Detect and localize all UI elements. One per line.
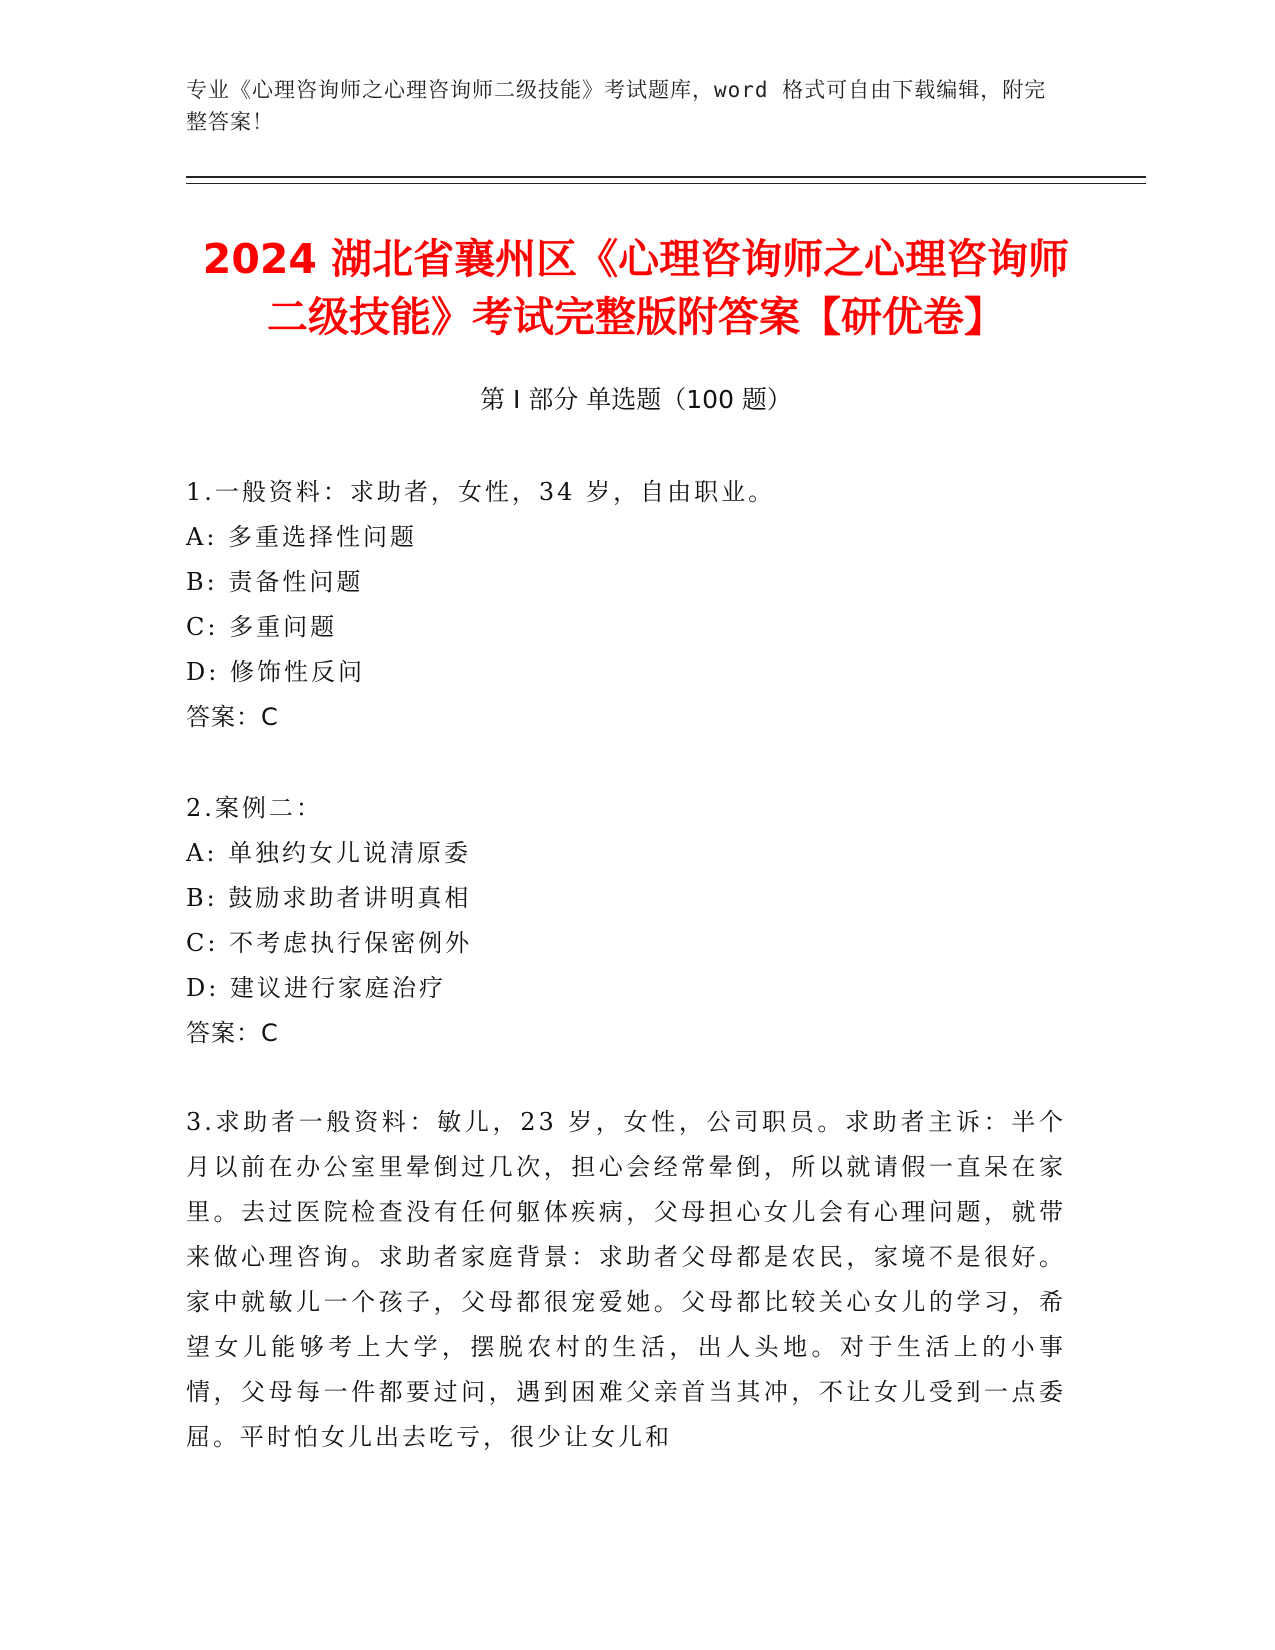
question-3 (186, 1100, 1066, 1460)
header-rule-thick (186, 176, 1146, 178)
option-c: C: 不考虑执行保密例外 (186, 929, 473, 957)
question-stem: 3.求助者一般资料：敏儿，23 岁，女性，公司职员。求助者主诉：半个月以前在办公室里晕倒过几次，担心会经常晕倒，所以就请假一直呆在家里。去过医院检查没有任何躯体疾病，父母担心女儿会有心理问题，就带来做心理咨询。求助者家庭背景：求助者父母都是农民，家境不是很好。家中就敏儿一个孩子，父母都很宠爱她。父母都比较关心女儿的学习，希望女儿能够考上大学，摆脱农村的生活，出人头地。对于生活上的小事情，父母每一件都要过问，遇到困难父亲首当其冲，不让女儿受到一点委屈。平时怕女儿出去吃亏，很少让女儿和 (186, 1108, 1066, 1451)
answer-line: 答案：C (186, 1019, 279, 1047)
section-title: 第 I 部分 单选题（100 题） (480, 385, 792, 414)
option-a: A: 多重选择性问题 (186, 523, 418, 551)
option-c: C: 多重问题 (186, 613, 338, 641)
header-note: 专业《心理咨询师之心理咨询师二级技能》考试题库，word 格式可自由下载编辑，附完整答案！ (186, 78, 1047, 134)
question-2 (186, 786, 1066, 1056)
question-1 (186, 470, 1066, 740)
option-b: B: 责备性问题 (186, 568, 364, 596)
option-d: D: 建议进行家庭治疗 (186, 974, 446, 1002)
option-b: B: 鼓励求助者讲明真相 (186, 884, 472, 912)
question-stem: 1.一般资料：求助者，女性，34 岁，自由职业。 (186, 478, 776, 506)
option-d: D: 修饰性反问 (186, 658, 365, 686)
answer-line: 答案：C (186, 703, 279, 731)
question-stem: 2.案例二： (186, 794, 323, 822)
option-a: A: 单独约女儿说清原委 (186, 839, 472, 867)
document-title: 2024 湖北省襄州区《心理咨询师之心理咨询师二级技能》考试完整版附答案【研优卷】 (202, 235, 1070, 341)
header-rule-thin (186, 183, 1146, 184)
